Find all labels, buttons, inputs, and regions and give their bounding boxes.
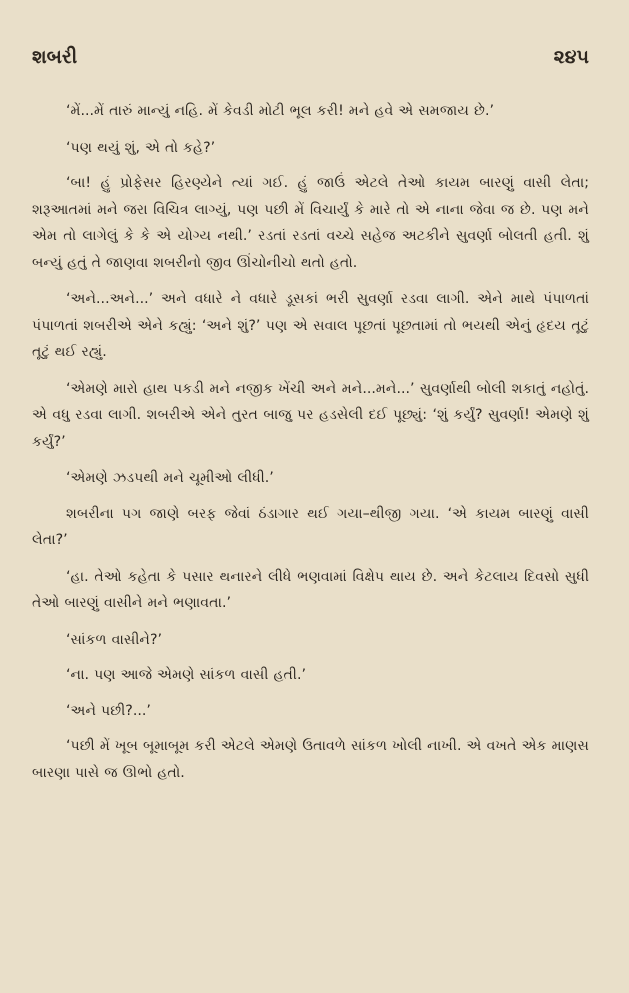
- paragraph: ‘સાંકળ વાસીને?’: [66, 631, 163, 648]
- paragraph: શબરીના પગ જાણે બરફ જેવાં ઠંડાગાર થઈ ગયા–થીજી ગયા. ‘એ કાયમ બારણું વાસી લેતા?’: [32, 505, 589, 548]
- chapter-title: શબરી: [32, 46, 78, 68]
- paragraph: ‘પણ થયું શું, એ તો કહે?’: [66, 139, 216, 156]
- paragraph: ‘બા! હું પ્રોફેસર હિરણ્યેને ત્યાં ગઈ. હું જાઉં એટલે તેઓ કાયમ બારણું વાસી લેતા; શરૂઆતમાં મને જરા વિચિત્ર લાગ્યું, પણ પછી મેં વિચાર્યું કે મારે તો એ નાના જેવા જ છે. પણ મને એમ તો લાગેલું કે કે એ યોગ્ય નથી.’ રડતાં રડતાં વચ્ચે સહેજ અટકીને સુવર્ણા બોલતી હતી. શું બન્યું હતું તે જાણવા શબરીનો જીવ ઊંચોનીચો થતો હતો.: [32, 175, 589, 271]
- paragraph: ‘અને...અને...’ અને વધારે ને વધારે ડૂસકાં ભરી સુવર્ણા રડવા લાગી. એને માથે પંપાળતાં પંપાળતાં શબરીએ એને કહ્યું: ‘અને શું?’ પણ એ સવાલ પૂછતાં પૂછતામાં તો ભયથી એનું હૃદય તૂટું તૂટું થઈ રહ્યું.: [32, 291, 589, 360]
- paragraph: ‘એમણે ઝડપથી મને ચૂમીઓ લીધી.’: [66, 470, 274, 486]
- paragraph: ‘એમણે મારો હાથ પકડી મને નજીક ખેંચી અને મને...મને...’ સુવર્ણાથી બોલી શકાતું નહોતું. એ વધુ રડવા લાગી. શબરીએ એને તુરત બાજુ પર હડસેલી દઈ પૂછ્યું: ‘શું કર્યું? સુવર્ણા! એમણે શું કર્યું?’: [32, 380, 589, 450]
- page-number: ૨૪૫: [553, 46, 589, 68]
- paragraph: ‘ના. પણ આજે એમણે સાંકળ વાસી હતી.’: [66, 667, 307, 683]
- body-text: [32, 98, 589, 796]
- paragraph: ‘અને પછી?...’: [66, 702, 151, 719]
- paragraph: ‘મેં...મેં તારું માન્યું નહિ. મેં કેવડી મોટી ભૂલ કરી! મને હવે એ સમજાય છે.’: [66, 103, 494, 119]
- running-head: [32, 46, 589, 68]
- paragraph: ‘હા. તેઓ કહેતા કે પસાર થનારને લીધે ભણવામાં વિક્ષેપ થાય છે. અને કેટલાય દિવસો સુધી તેઓ બારણું વાસીને મને ભણાવતા.’: [32, 568, 589, 611]
- paragraph: ‘પછી મેં ખૂબ બૂમાબૂમ કરી એટલે એમણે ઉતાવળે સાંકળ ખોલી નાખી. એ વખતે એક માણસ બારણા પાસે જ ઊભો હતો.: [32, 738, 589, 781]
